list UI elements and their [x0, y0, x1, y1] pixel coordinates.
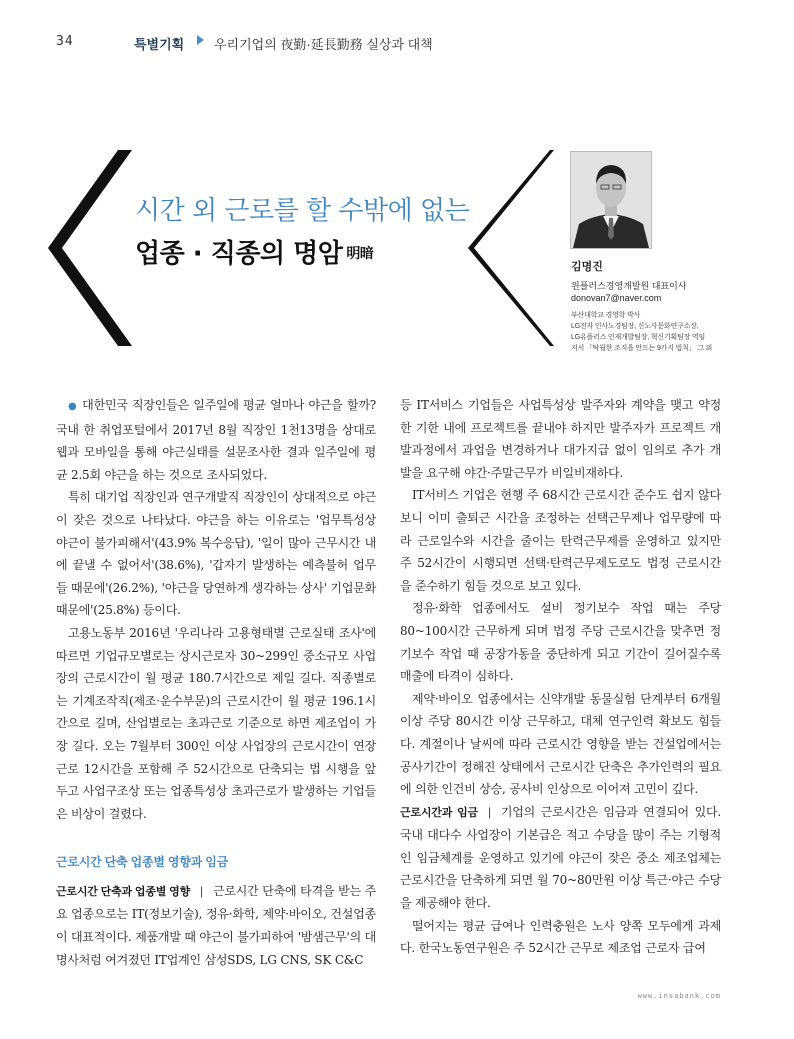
author-info [571, 258, 741, 354]
author-photo [570, 151, 652, 249]
body-paragraph: 고용노동부 2016년 '우리나라 고용형태별 근로실태 조사'에 따르면 기업규모별로는 상시근로자 30~299인 중소규모 사업장의 근로시간이 월 평균 180.7시간으로 제일 길다. 직종별로는 기계조작직(제조·운수부문)의 근로시간이 월 평균 196.1시간으로 길며, 산업별로는 초과근로 기준으로 하면 제조업이 가장 길다. 오는 7월부터 300인 이상 사업장의 근로시간이 연장근로 12시간을 포함해 주 52시간으로 단축되는 법 시행을 앞두고 사업구조상 또는 업종특성상 초과근로가 발생하는 기업들은 비상이 걸렸다. [56, 625, 376, 821]
circle-bullet-icon: ● [68, 401, 78, 412]
body-paragraph: 정유·화학 업종에서도 설비 정기보수 작업 때는 주당 80~100시간 근무하게 되며 법정 주당 근로시간을 맞추면 정기보수 작업 때 공장가동을 중단하게 되고 기간이 길어질수록 매출에 타격이 심하다. [400, 601, 721, 684]
body-paragraph: IT서비스 기업은 현행 주 68시간 근로시간 준수도 쉽지 않다 보니 이미 출퇴근 시간을 조정하는 선택근무제나 업무량에 따라 근로일수와 시간을 줄이는 탄력근무제를 운영하고 있지만 주 52시간이 시행되면 선택·탄력근무제도로도 법정 근로시간을 준수하기 힘들 것으로 보고 있다. [400, 488, 721, 593]
body-paragraph: 특히 대기업 직장인과 연구개발직 직장인이 상대적으로 야근이 잦은 것으로 나타났다. 야근을 하는 이유로는 '업무특성상 야근이 불가피해서'(43.9% 복수응답), '일이 많아 근무시간 내에 끝낼 수 없어서'(38.6%), '갑자기 발생하는 예측불허 업무들 때문에'(26.2%), '야근을 당연하게 생각하는 상사' 기업문화 때문에'(25.8%) 등이다. [56, 490, 376, 618]
right-chevron-decoration [462, 148, 556, 348]
body-paragraph-text: 근로시간 단축에 타격을 받는 주요 업종으로는 IT(정보기술), 정유·화학, 제약·바이오, 건설업종이 대표적이다. 제품개발 때 야근이 불가피하여 '밤샘근무'의 대명사처럼 여겨졌던 IT업계인 삼성SDS, LG CNS, SK C&C [56, 883, 376, 967]
author-portrait-icon [571, 152, 651, 248]
body-column-right [400, 394, 721, 960]
section-subheading: 근로시간 단축 업종별 영향과 임금 [56, 855, 229, 870]
page-number: 34 [56, 34, 74, 49]
body-paragraph: 등 IT서비스 기업들은 사업특성상 발주자와 계약을 맺고 약정한 기한 내에 프로젝트를 끝내야 하지만 발주자가 프로젝트 개발과정에서 과업을 변경하거나 대가지급 없이 임의로 추가 개발을 요구해 야간·주말근무가 비일비재하다. [400, 398, 721, 480]
article-title-line2 [135, 233, 373, 270]
author-credential: 저서 「탁월한 조직을 만드는 9가지 법칙」 그 외 [571, 345, 713, 352]
section-label: 특별기획 [134, 37, 185, 52]
page-header [56, 34, 738, 54]
author-credential: LG전자 인사노경팀장, 신노사문화연구소장, [571, 323, 699, 330]
body-paragraph [56, 880, 376, 971]
author-affiliation: 윈플러스경영개발원 대표이사 [571, 281, 687, 291]
body-paragraph-text: 기업의 근로시간은 임금과 연결되어 있다. 국내 대다수 사업장이 기본급은 적고 수당을 많이 주는 기형적인 임금체계를 운영하고 있기에 야근이 잦은 중소 제조업체는 근로시간을 단축하게 되면 월 70~80만원 이상 특근·야근 수당을 제공해야 한다. [400, 804, 721, 911]
body-paragraph: 떨어지는 평균 급여나 인력충원은 노사 양쪽 모두에게 과제다. 한국노동연구원은 주 52시간 근무로 제조업 근로자 급여 [400, 918, 721, 956]
author-email: donovan7@naver.com [571, 293, 662, 303]
run-in-heading: 근로시간 단축과 업종별 영향 [56, 885, 191, 898]
body-paragraph: 제약·바이오 업종에서는 신약개발 동물실험 단계부터 6개월 이상 주당 80시간 이상 근무하고, 대체 연구인력 확보도 힘들다. 계절이나 날씨에 따라 근로시간 영향을 받는 건설업에서는 공사기간이 정해진 상태에서 근로시간 단축은 추가인력의 필요에 의한 인건비 상승, 공사비 인상으로 이어져 고민이 깊다. [400, 691, 721, 797]
body-paragraph-text: 대한민국 직장인들은 일주일에 평균 얼마나 야근을 할까? 국내 한 취업포털에서 2017년 8월 직장인 1천13명을 상대로 웹과 모바일을 통해 야근실태를 설문조사한 결과 일주일에 평균 2.5회 야근을 하는 것으로 조사되었다. [56, 398, 376, 482]
article-title-main: 업종 · 직종의 명암 [135, 239, 343, 269]
footer-url: www.insabank.com [637, 992, 721, 1000]
body-paragraph [56, 394, 376, 486]
running-title: 우리기업의 夜勤·延長勤務 실상과 대책 [214, 37, 433, 52]
left-chevron-decoration [44, 148, 134, 348]
run-in-separator: | [200, 883, 203, 898]
article-title-line1: 시간 외 근로를 할 수밖에 없는 [135, 196, 470, 226]
article-title-hanja: 明暗 [346, 246, 374, 262]
run-in-heading: 근로시간과 임금 [400, 806, 478, 819]
triangle-right-icon [197, 35, 204, 45]
body-paragraph [400, 801, 721, 915]
body-column-left [56, 394, 376, 971]
author-name: 김명진 [571, 261, 603, 273]
author-credential: 부산대학교 경영학 박사 [571, 312, 641, 319]
author-credential: LG유플러스 인재개발팀장, 혁신기획팀장 역임 [571, 334, 706, 341]
run-in-separator: | [487, 804, 491, 819]
